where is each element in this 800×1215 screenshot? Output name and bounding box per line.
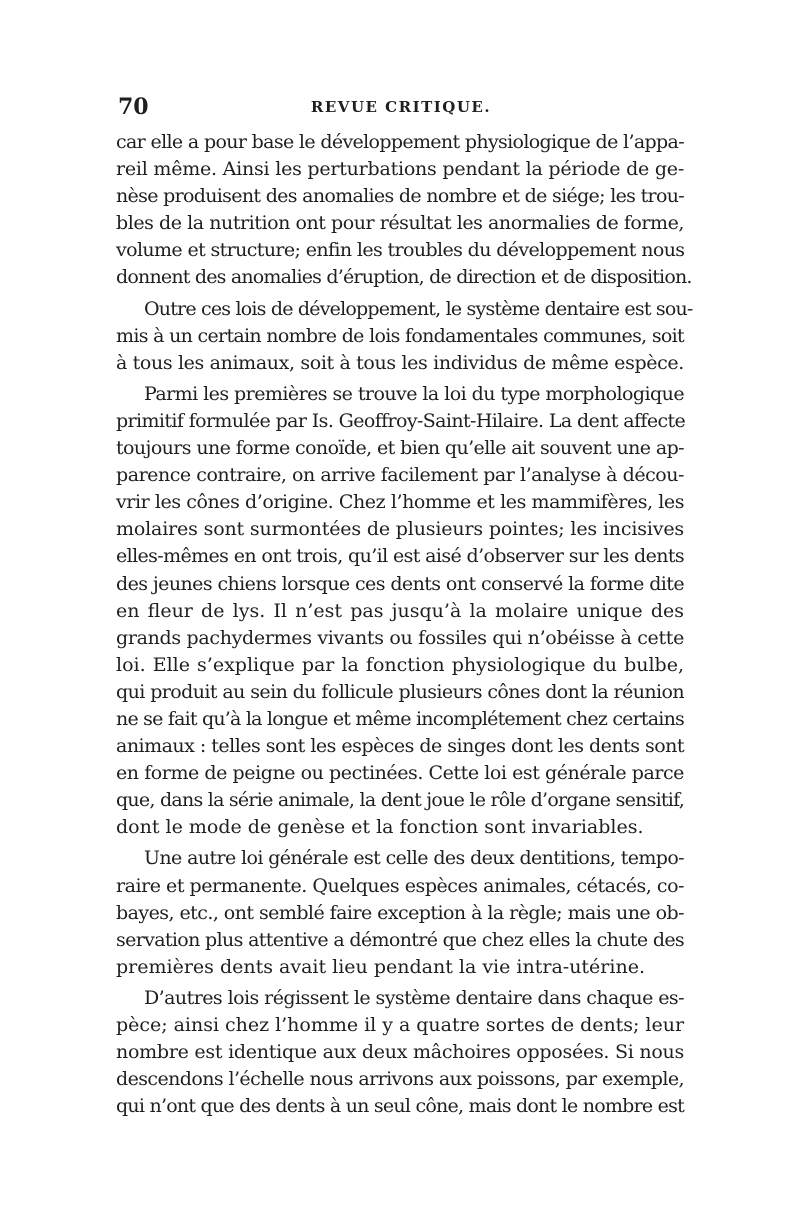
- text-line: ne se fait qu’à la longue et même incomplétement chez certains: [116, 707, 684, 730]
- text-line: raire et permanente. Quelques espèces animales, cétacés, co-: [116, 874, 684, 897]
- text-line: car elle a pour base le développement physiologique de l’appa-: [116, 131, 685, 153]
- text-line: grands pachydermes vivants ou fossiles qui n’obéisse à cette: [116, 626, 684, 649]
- text-line: en fleur de lys. Il n’est pas jusqu’à la molaire unique des: [116, 599, 684, 622]
- text-line: donnent des anomalies d’éruption, de direction et de disposition.: [116, 266, 692, 289]
- text-line: bles de la nutrition ont pour résultat les anormalies de forme,: [116, 212, 685, 235]
- text-line: vrir les cônes d’origine. Chez l’homme et les mammifères, les: [116, 491, 685, 514]
- page-number: 70: [118, 94, 149, 120]
- text-line: des jeunes chiens lorsque ces dents ont conservé la forme dite: [116, 572, 684, 595]
- text-line: nèse produisent des anomalies de nombre et de siége; les trou-: [116, 185, 684, 208]
- paragraph: [116, 381, 684, 842]
- text-line: qui produit au sein du follicule plusieurs cônes dont la réunion: [116, 680, 685, 703]
- text-line: premières dents avait lieu pendant la vie intra-utérine.: [116, 955, 645, 978]
- paragraph: [116, 845, 684, 980]
- paragraph: [116, 296, 693, 377]
- text-line: loi. Elle s’explique par la fonction physiologique du bulbe,: [116, 653, 684, 676]
- text-line: primitif formulée par Is. Geoffroy-Saint-Hilaire. La dent affecte: [116, 409, 686, 432]
- text-line: dont le mode de genèse et la fonction sont invariables.: [116, 816, 644, 839]
- text-line: D’autres lois régissent le système dentaire dans chaque es-: [144, 986, 684, 1009]
- text-line: elles-mêmes en ont trois, qu’il est aisé d’observer sur les dents: [116, 545, 684, 568]
- paragraph: [116, 129, 692, 292]
- paragraph: [116, 985, 684, 1120]
- text-line: toujours une forme conoïde, et bien qu’elle ait souvent une ap-: [116, 437, 684, 460]
- text-line: molaires sont surmontées de plusieurs pointes; les incisives: [116, 518, 685, 541]
- running-title: REVUE CRITIQUE.: [310, 98, 492, 116]
- text-line: mis à un certain nombre de lois fondamentales communes, soit: [116, 324, 684, 347]
- text-line: parence contraire, on arrive facilement par l’analyse à décou-: [116, 464, 684, 487]
- text-line: Une autre loi générale est celle des deux dentitions, tempo-: [144, 847, 684, 870]
- text-line: Outre ces lois de développement, le système dentaire est sou-: [144, 297, 693, 320]
- text-line: servation plus attentive a démontré que chez elles la chute des: [116, 928, 685, 951]
- text-line: bayes, etc., ont semblé faire exception à la règle; mais une ob-: [116, 901, 684, 924]
- text-line: Parmi les premières se trouve la loi du type morphologique: [144, 382, 685, 405]
- text-line: descendons l’échelle nous arrivons aux poissons, par exemple,: [116, 1068, 684, 1091]
- text-line: que, dans la série animale, la dent joue le rôle d’organe sensitif,: [116, 789, 685, 812]
- page-body: [116, 129, 693, 1120]
- text-line: qui n’ont que des dents à un seul cône, mais dont le nombre est: [116, 1095, 685, 1118]
- text-line: reil même. Ainsi les perturbations pendant la période de ge-: [116, 158, 685, 181]
- text-line: en forme de peigne ou pectinées. Cette loi est générale parce: [116, 762, 684, 785]
- text-line: animaux : telles sont les espèces de singes dont les dents sont: [116, 735, 684, 758]
- text-line: volume et structure; enfin les troubles du développement nous: [116, 239, 685, 262]
- page-header: [116, 94, 686, 122]
- text-line: nombre est identique aux deux mâchoires opposées. Si nous: [116, 1041, 684, 1064]
- text-line: pèce; ainsi chez l’homme il y a quatre sortes de dents; leur: [116, 1014, 685, 1036]
- text-line: à tous les animaux, soit à tous les individus de même espèce.: [116, 351, 684, 374]
